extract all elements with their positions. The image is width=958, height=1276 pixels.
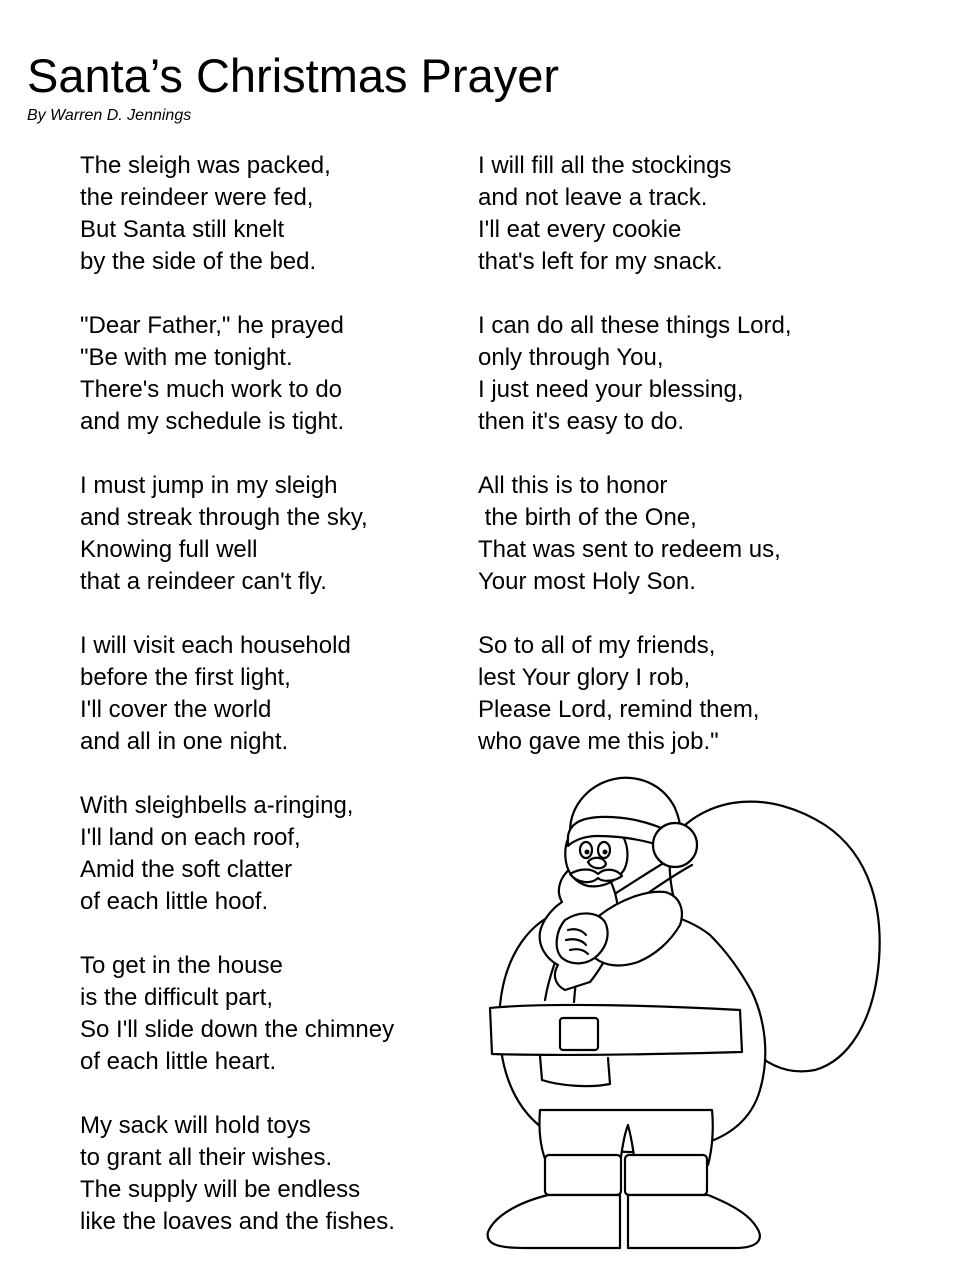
poem-line: All this is to honor <box>478 472 668 499</box>
poem-line: The sleigh was packed, <box>80 152 331 179</box>
poem-line: of each little heart. <box>80 1048 277 1075</box>
poem-line: is the difficult part, <box>80 984 273 1011</box>
poem-title: Santa’s Christmas Prayer <box>27 49 559 102</box>
poem-line: like the loaves and the fishes. <box>80 1208 395 1235</box>
poem-stanza <box>478 630 938 758</box>
poem-line: I will fill all the stockings <box>478 152 732 179</box>
boot-cuff-left <box>545 1155 621 1195</box>
poem-line: I just need your blessing, <box>478 376 744 403</box>
poem-line: "Be with me tonight. <box>80 344 293 371</box>
poem-line: and all in one night. <box>80 728 289 755</box>
poem-line: Please Lord, remind them, <box>478 696 760 723</box>
poem-line: only through You, <box>478 344 664 371</box>
poem-stanza <box>80 150 470 278</box>
poem-line: I will visit each household <box>80 632 351 659</box>
poem-line: "Dear Father," he prayed <box>80 312 344 339</box>
poem-line: So to all of my friends, <box>478 632 716 659</box>
belt-buckle <box>560 1018 598 1050</box>
poem-line: the birth of the One, <box>478 504 697 531</box>
poem-line: Amid the soft clatter <box>80 856 293 883</box>
poem-stanza <box>80 950 470 1078</box>
poem-stanza <box>80 630 470 758</box>
poem-line: I must jump in my sleigh <box>80 472 338 499</box>
poem-line: I can do all these things Lord, <box>478 312 792 339</box>
boot-cuff-right <box>625 1155 707 1195</box>
boot-left <box>488 1195 620 1248</box>
poem-line: I'll cover the world <box>80 696 272 723</box>
poem-line: But Santa still knelt <box>80 216 285 243</box>
poem-line: by the side of the bed. <box>80 248 317 275</box>
poem-line: The supply will be endless <box>80 1176 361 1203</box>
poem-stanza <box>80 310 470 438</box>
poem-line: to grant all their wishes. <box>80 1144 333 1171</box>
poem-line: of each little hoof. <box>80 888 269 915</box>
poem-line: and my schedule is tight. <box>80 408 345 435</box>
santa-belt <box>490 1005 742 1055</box>
poem-line: My sack will hold toys <box>80 1112 311 1139</box>
santa-illustration <box>470 770 890 1260</box>
poem-line: before the first light, <box>80 664 291 691</box>
poem-line: and streak through the sky, <box>80 504 368 531</box>
poem-line: and not leave a track. <box>478 184 708 211</box>
poem-stanza <box>80 1110 470 1238</box>
poem-author: By Warren D. Jennings <box>27 107 192 124</box>
poem-line: who gave me this job." <box>478 728 719 755</box>
poem-line: That was sent to redeem us, <box>478 536 781 563</box>
poem-column-left <box>80 150 470 1270</box>
poem-line: then it's easy to do. <box>478 408 685 435</box>
poem-stanza <box>80 470 470 598</box>
poem-line: To get in the house <box>80 952 283 979</box>
poem-stanza <box>478 310 938 438</box>
poem-column-right <box>478 150 938 790</box>
poem-line: I'll eat every cookie <box>478 216 682 243</box>
poem-line: that's left for my snack. <box>478 248 723 275</box>
hat-pompom-icon <box>653 823 697 867</box>
poem-line: the reindeer were fed, <box>80 184 314 211</box>
poem-line: lest Your glory I rob, <box>478 664 691 691</box>
boot-right <box>628 1195 760 1248</box>
poem-line: There's much work to do <box>80 376 343 403</box>
poem-line: So I'll slide down the chimney <box>80 1016 395 1043</box>
poem-stanza <box>478 470 938 598</box>
poem-line: With sleighbells a-ringing, <box>80 792 354 819</box>
poem-stanza <box>80 790 470 918</box>
poem-line: that a reindeer can't fly. <box>80 568 327 595</box>
poem-line: I'll land on each roof, <box>80 824 301 851</box>
poem-line: Your most Holy Son. <box>478 568 696 595</box>
poem-stanza <box>478 150 938 278</box>
poem-line: Knowing full well <box>80 536 258 563</box>
